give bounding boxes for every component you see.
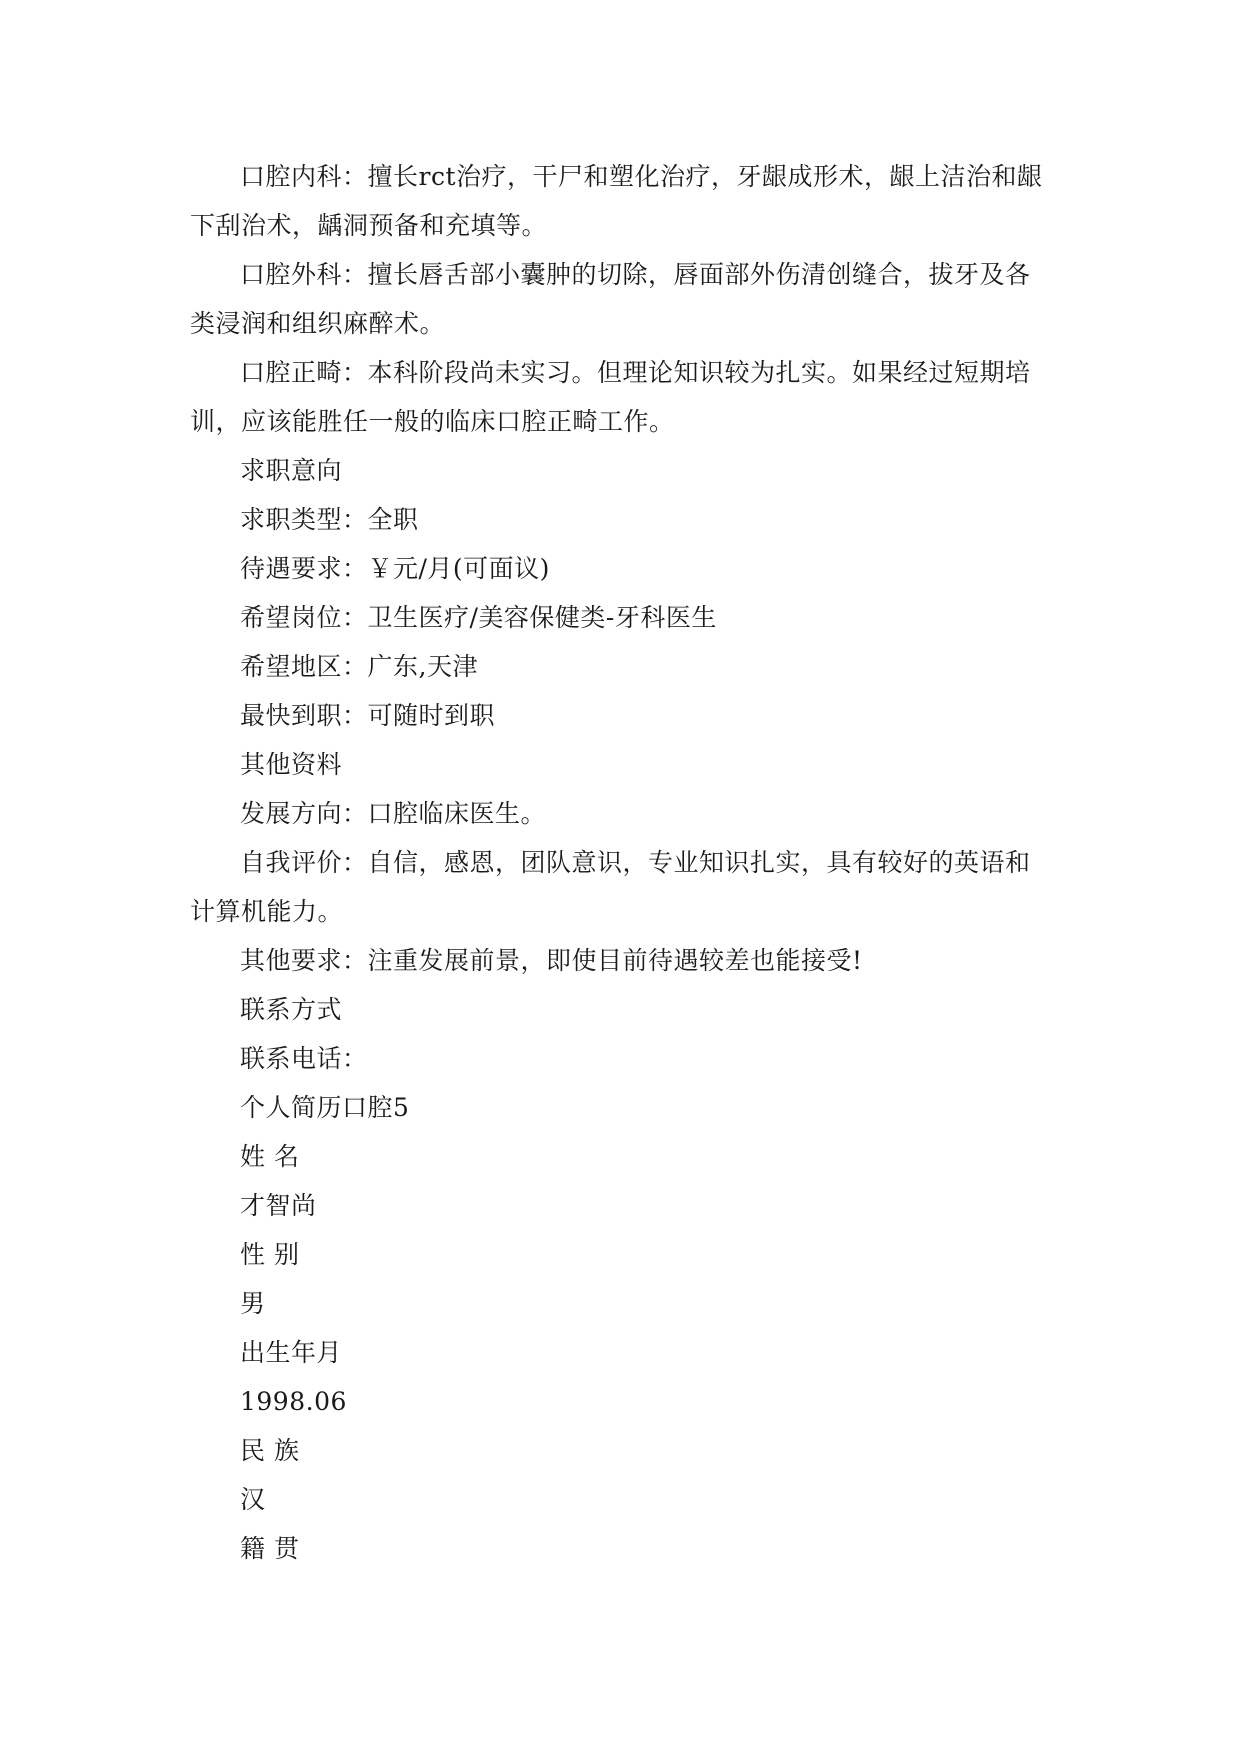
field-phone: 联系电话：	[240, 1044, 368, 1073]
field-desired-region: 希望地区：广东,天津	[240, 652, 478, 681]
section-heading-job-intention: 求职意向	[240, 456, 343, 485]
paragraph-orthodontics: 口腔正畸：本科阶段尚未实习。但理论知识较为扎实。如果经过短期培训，应该能胜任一般的临床口腔正畸工作。	[190, 358, 1031, 436]
section-heading-contact: 联系方式	[240, 995, 343, 1024]
value-gender: 男	[240, 1289, 266, 1318]
field-career-direction: 发展方向：口腔临床医生。	[240, 799, 547, 828]
label-birth: 出生年月	[240, 1338, 343, 1367]
field-desired-position: 希望岗位：卫生医疗/美容保健类-牙科医生	[240, 603, 717, 632]
label-native-place: 籍 贯	[240, 1534, 300, 1563]
label-name: 姓 名	[240, 1142, 300, 1171]
paragraph-oral-medicine: 口腔内科：擅长rct治疗，干尸和塑化治疗，牙龈成形术，龈上洁治和龈下刮治术，龋洞预备和充填等。	[190, 162, 1043, 240]
label-ethnicity: 民 族	[240, 1436, 300, 1465]
resume-title: 个人简历口腔5	[240, 1093, 410, 1122]
paragraph-oral-surgery: 口腔外科：擅长唇舌部小囊肿的切除，唇面部外伤清创缝合，拔牙及各类浸润和组织麻醉术。	[190, 260, 1031, 338]
section-heading-other-info: 其他资料	[240, 750, 343, 779]
value-name: 才智尚	[240, 1191, 317, 1220]
label-gender: 性 别	[240, 1240, 300, 1269]
field-self-evaluation: 自我评价：自信，感恩，团队意识，专业知识扎实，具有较好的英语和计算机能力。	[190, 848, 1031, 926]
field-other-requirements: 其他要求：注重发展前景，即使目前待遇较差也能接受!	[240, 946, 863, 975]
field-salary: 待遇要求：￥元/月(可面议)	[240, 554, 550, 583]
value-birth: 1998.06	[240, 1387, 347, 1416]
document-page	[190, 152, 1050, 1573]
field-availability: 最快到职：可随时到职	[240, 701, 496, 730]
field-job-type: 求职类型：全职	[240, 505, 419, 534]
value-ethnicity: 汉	[240, 1485, 266, 1514]
